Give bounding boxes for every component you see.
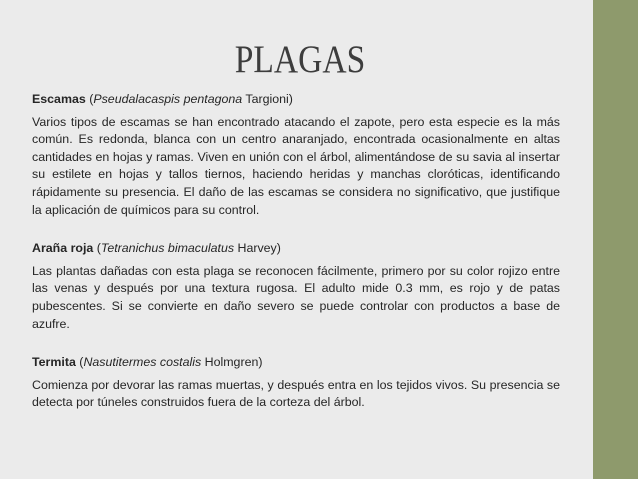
- pest-common-name: Termita: [32, 355, 76, 370]
- pest-scientific-name: Pseudalacaspis pentagona: [93, 92, 243, 106]
- pest-scientific-name: Tetranichus bimaculatus: [100, 241, 235, 256]
- pest-description: Comienza por devorar las ramas muertas, y después entra en los tejidos vivos. Su presencia se detecta por túneles construidos fuera de la corteza del árbol.: [32, 377, 560, 410]
- pest-scientific-name: Nasutitermes costalis: [83, 355, 202, 370]
- pest-author: Targioni): [245, 92, 293, 106]
- pest-description: Las plantas dañadas con esta plaga se reconocen fácilmente, primero por su color rojizo entre las venas y después por una textura rugosa. El adulto mide 0.3 mm, es rojo y de patas pubescentes. Si se convierte en daño severo se puede controlar con productos a base de azufre.: [32, 263, 560, 331]
- pest-section-escamas: [32, 91, 560, 219]
- pest-heading: [32, 91, 560, 109]
- slide-content: [32, 91, 560, 433]
- open-paren: (: [79, 355, 84, 370]
- accent-side-band: [593, 0, 638, 479]
- pest-heading: [32, 354, 560, 372]
- pest-description: Varios tipos de escamas se han encontrado atacando el zapote, pero esta especie es la más común. Es redonda, blanca con un centro anaranjado, encontrada ocasionalmente en altas cantidades en hojas y ramas. Viven en unión con el árbol, alimentándose de su savia al insertar su estilete en hojas y tallos tiernos, haciendo heridas y manchas cloróticas, identificando rápidamente su presencia. El daño de las escamas se considera no significativo, que justifique la aplicación de químicos para su control.: [32, 114, 560, 217]
- pest-author: Holmgren): [204, 355, 263, 370]
- pest-common-name: Araña roja: [32, 241, 94, 256]
- open-paren: (: [96, 241, 101, 256]
- slide-title: PLAGAS: [234, 38, 366, 81]
- pest-section-arana-roja: [32, 240, 560, 333]
- pest-common-name: Escamas: [32, 92, 86, 106]
- pest-section-termita: [32, 354, 560, 412]
- pest-heading: [32, 240, 560, 258]
- open-paren: (: [89, 92, 94, 106]
- pest-author: Harvey): [237, 241, 281, 256]
